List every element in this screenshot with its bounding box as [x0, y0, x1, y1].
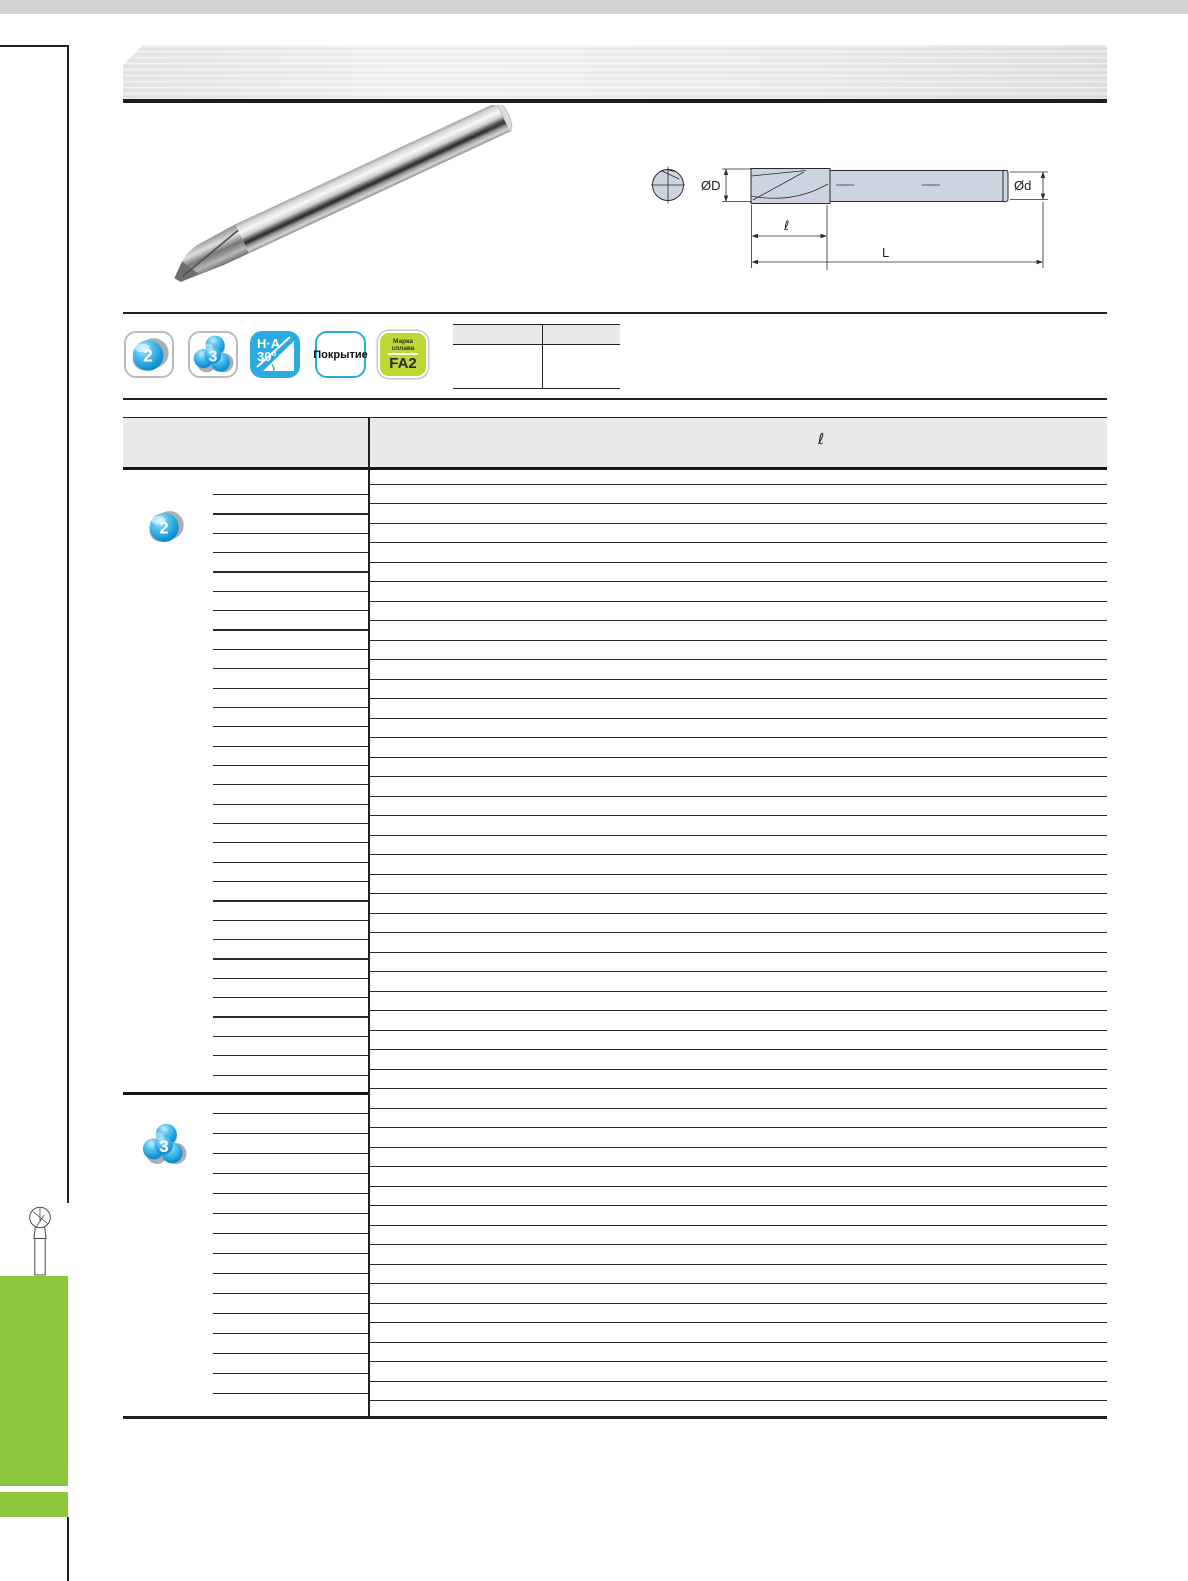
section-3-label: 3: [159, 1137, 169, 1156]
dim-label-flute: ℓ: [784, 219, 790, 234]
badge-helix-angle: [250, 331, 300, 378]
title-banner: [123, 45, 1107, 103]
table-row-line: [213, 1075, 368, 1076]
ballnose-endmill-icon: [27, 1205, 53, 1277]
table-row-line: [370, 1205, 1107, 1206]
table-row-line: [370, 562, 1107, 563]
table-row-line: [213, 958, 368, 959]
grade-caption-line1: Марка: [393, 337, 413, 345]
table-row-line: [213, 1373, 368, 1374]
table-row-line: [370, 874, 1107, 875]
mini-table-divider: [542, 325, 543, 388]
badge-3-label: 3: [208, 347, 218, 365]
sidebar-green-strip: [0, 1492, 68, 1517]
table-row-line: [370, 601, 1107, 602]
rule-above-badges: [123, 312, 1107, 314]
helix-label-bottom: 30°: [257, 349, 277, 364]
table-row-line: [213, 997, 368, 998]
table-row-line: [370, 893, 1107, 894]
table-row-line: [370, 1108, 1107, 1109]
table-row-line: [370, 796, 1107, 797]
table-row-line: [370, 971, 1107, 972]
table-header: [123, 417, 1107, 470]
dim-label-D: ØD: [701, 178, 721, 193]
table-row-line: [370, 1127, 1107, 1128]
table-row-line: [370, 698, 1107, 699]
table-row-line: [213, 1353, 368, 1354]
table-row-line: [370, 503, 1107, 504]
table-row-line: [370, 1010, 1107, 1011]
table-row-line: [370, 913, 1107, 914]
table-row-line: [213, 1313, 368, 1314]
endmill-photo: [140, 105, 520, 300]
table-row-line: [370, 835, 1107, 836]
table-row-line: [213, 649, 368, 650]
table-section-divider: [123, 1092, 368, 1095]
table-row-line: [370, 932, 1107, 933]
table-row-line: [213, 881, 368, 882]
table-row-line: [213, 1133, 368, 1134]
table-bottom-border: [123, 1416, 1107, 1419]
rule-below-badges: [123, 398, 1107, 400]
table-row-line: [370, 757, 1107, 758]
table-row-line: [213, 765, 368, 766]
table-row-line: [213, 1233, 368, 1234]
table-row-line: [370, 854, 1107, 855]
table-row-line: [370, 1049, 1107, 1050]
table-row-line: [370, 1088, 1107, 1089]
grade-value: FA2: [389, 355, 417, 373]
table-row-line: [213, 1333, 368, 1334]
table-row-line: [213, 862, 368, 863]
table-row-line: [370, 1283, 1107, 1284]
table-row-line: [370, 1264, 1107, 1265]
table-row-line: [213, 1173, 368, 1174]
table-row-line: [370, 542, 1107, 543]
table-row-line: [370, 523, 1107, 524]
table-row-line: [213, 494, 368, 495]
table-row-line: [213, 746, 368, 747]
table-row-line: [213, 610, 368, 611]
table-row-line: [370, 1030, 1107, 1031]
table-row-line: [213, 1113, 368, 1114]
table-row-line: [213, 591, 368, 592]
table-row-line: [213, 900, 368, 901]
section-2-flutes-icon: [145, 503, 185, 551]
table-row-line: [213, 552, 368, 553]
table-row-line: [370, 1400, 1107, 1401]
table-row-line: [213, 939, 368, 940]
table-row-line: [213, 533, 368, 534]
table-row-line: [370, 718, 1107, 719]
table-row-line: [213, 804, 368, 805]
badge-grade: [378, 331, 428, 378]
table-row-line: [213, 823, 368, 824]
table-row-line: [213, 1153, 368, 1154]
table-row-line: [370, 1322, 1107, 1323]
dim-label-d: Ød: [1014, 178, 1032, 193]
mini-table-header: [453, 325, 620, 345]
table-row-line: [213, 920, 368, 921]
table-row-line: [213, 1036, 368, 1037]
table-row-line: [370, 659, 1107, 660]
table-row-line: [370, 952, 1107, 953]
3-flutes-icon: [192, 334, 234, 376]
left-rail-line-bottom: [67, 1517, 69, 1581]
table-row-line: [370, 1381, 1107, 1382]
helix-label-top: H·A: [257, 336, 281, 351]
table-row-line: [213, 629, 368, 630]
badge-coating: [315, 331, 366, 378]
coating-label: Покрытие: [313, 348, 368, 361]
table-row-line: [370, 484, 1107, 485]
section-3-flutes-icon: [141, 1122, 187, 1168]
section-2-label: 2: [159, 519, 169, 538]
table-row-line: [213, 668, 368, 669]
table-row-line: [370, 1342, 1107, 1343]
table-row-line: [213, 571, 368, 572]
table-row-line: [213, 978, 368, 979]
table-row-line: [213, 842, 368, 843]
table-row-line: [370, 1244, 1107, 1245]
table-row-line: [213, 1055, 368, 1056]
table-row-line: [370, 581, 1107, 582]
table-row-line: [213, 726, 368, 727]
table-row-line: [213, 1393, 368, 1394]
table-row-line: [213, 1016, 368, 1017]
table-header-flute-label: ℓ: [817, 430, 825, 448]
table-row-line: [370, 1186, 1107, 1187]
table-row-line: [213, 688, 368, 689]
badge-2-label: 2: [143, 345, 153, 366]
grade-caption-line2: сплава: [391, 344, 415, 352]
table-row-line: [370, 1069, 1107, 1070]
table-row-line: [213, 1293, 368, 1294]
table-row-line: [370, 1303, 1107, 1304]
sidebar-green-block: [0, 1276, 68, 1486]
table-row-line: [213, 707, 368, 708]
table-row-line: [370, 776, 1107, 777]
table-row-line: [370, 1166, 1107, 1167]
table-row-line: [370, 737, 1107, 738]
mini-table: [453, 324, 620, 389]
table-row-line: [213, 1213, 368, 1214]
table-row-line: [213, 784, 368, 785]
badge-3-flutes: [188, 331, 238, 378]
table-row-line: [213, 1193, 368, 1194]
table-row-line: [370, 991, 1107, 992]
dim-label-L: L: [882, 245, 890, 260]
badge-2-flutes: [124, 331, 174, 378]
table-row-line: [213, 513, 368, 514]
table-row-line: [370, 620, 1107, 621]
2-flutes-icon: [128, 334, 170, 376]
table-row-line: [370, 1225, 1107, 1226]
technical-drawing: [615, 135, 1095, 280]
table-row-line: [370, 815, 1107, 816]
left-rail-line: [67, 45, 69, 1203]
top-bar: [0, 0, 1188, 14]
table-row-line: [213, 1273, 368, 1274]
left-rail-top-line: [0, 45, 68, 47]
table-row-line: [370, 1147, 1107, 1148]
table-row-line: [213, 1253, 368, 1254]
table-vertical-divider: [368, 417, 370, 1418]
table-row-line: [370, 640, 1107, 641]
table-row-line: [370, 679, 1107, 680]
table-row-line: [370, 1361, 1107, 1362]
